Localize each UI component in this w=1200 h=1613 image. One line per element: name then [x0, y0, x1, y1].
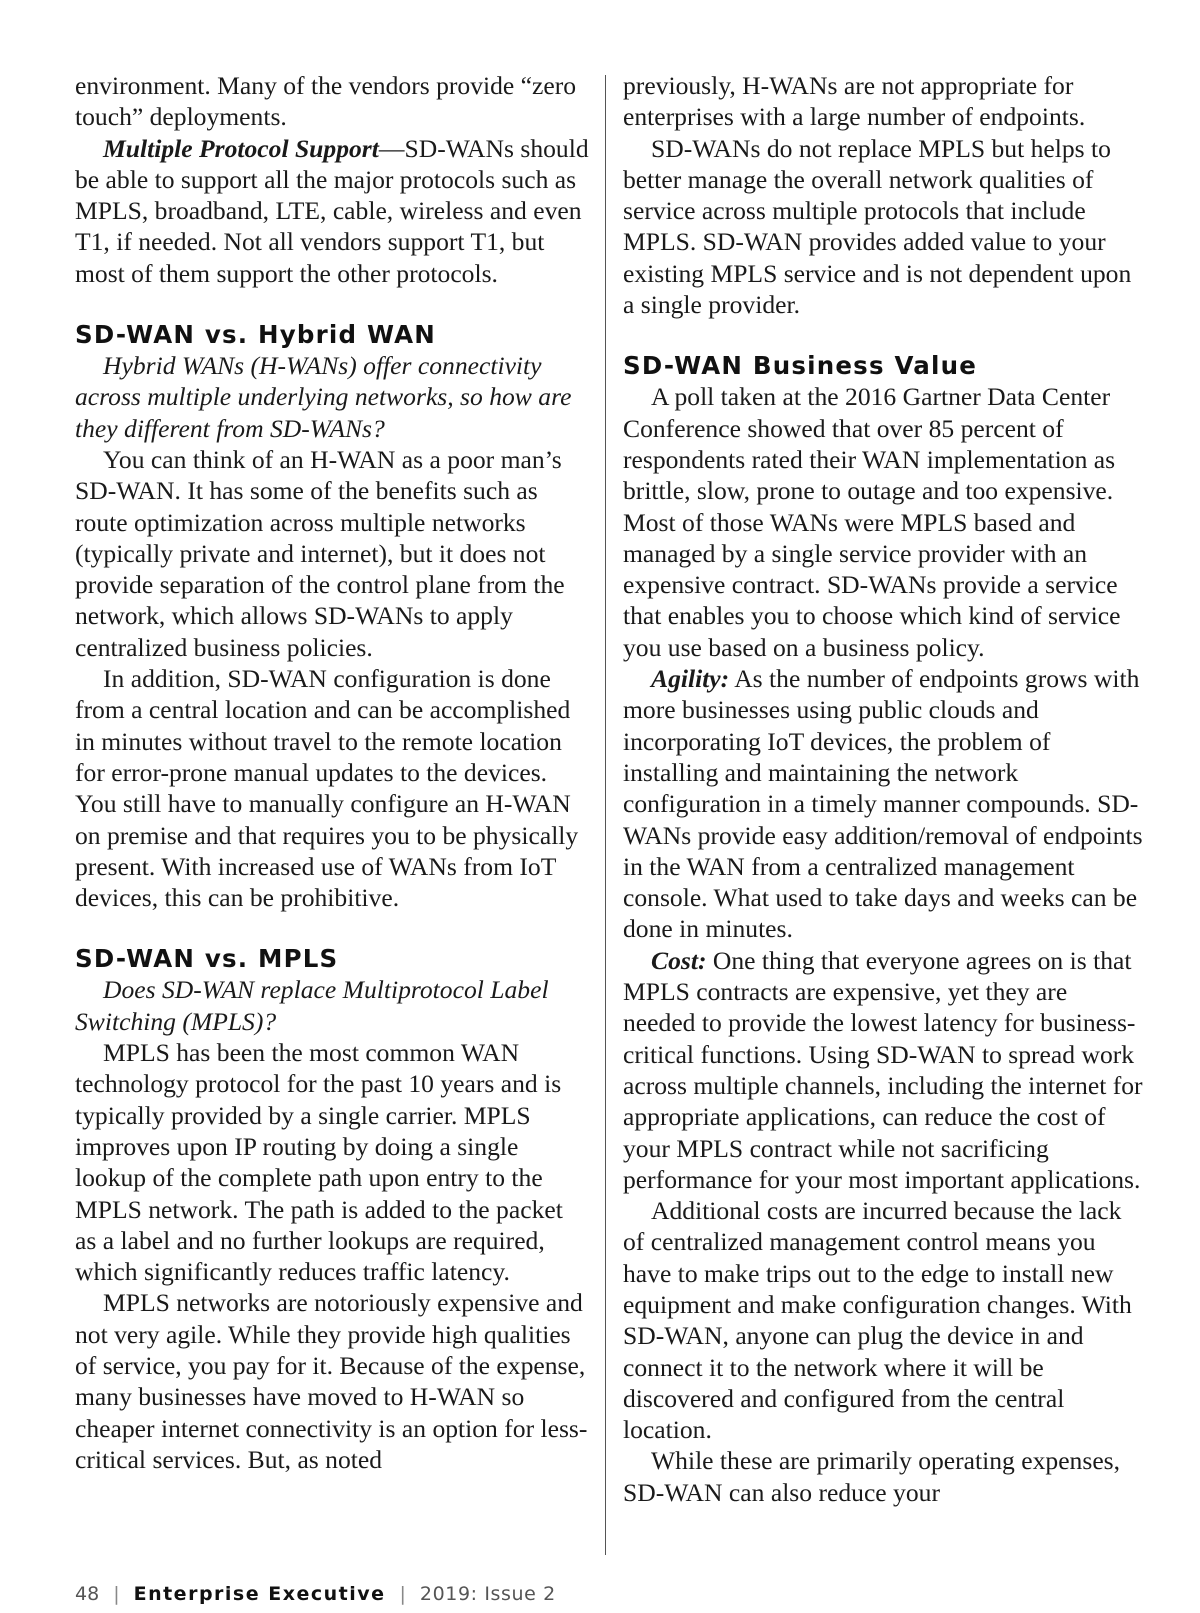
column-divider: [605, 75, 606, 1555]
additional-costs-paragraph: Additional costs are incurred because the lack of centralized management control means you have to make trips out to the edge to install new equipment and make configuration changes. With SD-WAN, anyone can plug the device in and connect it to the network where it will be discovered and configured from the central location.: [623, 1196, 1132, 1445]
agility-lead: Agility:: [651, 664, 730, 694]
mpls-paragraph-1: MPLS has been the most common WAN technology protocol for the past 10 years and is typically provided by a single carrier. MPLS improves upon IP routing by doing a single lookup of the complete path upon entry to the MPLS network. The path is added to the packet as a label and no further lookups are required, which significantly reduces traffic latency.: [75, 1038, 563, 1287]
multiple-protocol-paragraph: [75, 133, 590, 289]
hybrid-wan-paragraph-2: In addition, SD-WAN configuration is done from a central location and can be accomplished in minutes without travel to the remote location for error-prone manual updates to the devices. You still have to manually configure an H-WAN on premise and that requires you to be physically present. With increased use of WANs from IoT devices, this can be prohibitive.: [75, 664, 579, 913]
agility-text: As the number of endpoints grows with more businesses using public clouds and incorporating IoT devices, the problem of installing and maintaining the network configuration in a timely manner compounds. SD-WANs provide easy addition/removal of endpoints in the WAN from a centralized management console. What used to take days and weeks can be done in minutes.: [623, 664, 1143, 944]
intro-paragraph: environment. Many of the vendors provide “zero touch” deployments.: [75, 71, 577, 132]
cost-lead: Cost:: [651, 945, 707, 975]
hybrid-wan-heading: SD-WAN vs. Hybrid WAN: [75, 320, 436, 350]
business-value-heading: SD-WAN Business Value: [623, 351, 978, 381]
replace-mpls-paragraph: SD-WANs do not replace MPLS but helps to better manage the overall network qualities of service across multiple protocols that include MPLS. SD-WAN provides added value to your existing MPLS service and is not dependent upon a single provider.: [623, 133, 1132, 320]
right-column: [623, 70, 1143, 1508]
cost-text: One thing that everyone agrees on is that MPLS contracts are expensive, yet they are needed to provide the lowest latency for business-critical functions. Using SD-WAN to spread work across multiple channels, including the internet for appropriate applications, can reduce the cost of your MPLS contract while not sacrificing performance for your most important applications.: [623, 945, 1143, 1194]
hybrid-wan-subheading: Hybrid WANs (H-WANs) offer connectivity across multiple underlying networks, so how are they different from SD-WANs?: [75, 351, 572, 443]
hybrid-wan-paragraph-1: You can think of an H-WAN as a poor man’s SD-WAN. It has some of the benefits such as route optimization across multiple networks (typically private and internet), but it does not provide separation of the control plane from the network, which allows SD-WANs to apply centralized business policies.: [75, 444, 565, 662]
business-value-paragraph: A poll taken at the 2016 Gartner Data Center Conference showed that over 85 percent of respondents rated their WAN implementation as brittle, slow, prone to outage and too expensive. Most of those WANs were MPLS based and managed by a single service provider with an expensive contract. SD-WANs provide a service that enables you to choose which kind of service you use based on a business policy.: [623, 382, 1121, 662]
page-footer: [75, 1583, 556, 1605]
multiple-protocol-text: —SD-WANs should be able to support all the major protocols such as MPLS, broadband, LTE, cable, wireless and even T1, if needed. Not all vendors support T1, but most of them support the other protocols.: [75, 133, 589, 288]
left-column: [75, 70, 590, 1475]
footer-separator: |: [399, 1583, 406, 1605]
footer-separator: |: [113, 1583, 120, 1605]
mpls-subheading: Does SD-WAN replace Multiprotocol Label Switching (MPLS)?: [75, 975, 549, 1036]
page-number: 48: [75, 1583, 100, 1605]
multiple-protocol-lead: Multiple Protocol Support: [103, 133, 379, 163]
cost-paragraph: [623, 945, 1143, 1195]
mpls-paragraph-2: MPLS networks are notoriously expensive and not very agile. While they provide high qualities of service, you pay for it. Because of the expense, many businesses have moved to H-WAN so cheaper internet connectivity is an option for less-critical services. But, as noted: [75, 1288, 588, 1474]
issue-label: 2019: Issue 2: [419, 1583, 556, 1605]
agility-paragraph: [623, 663, 1143, 945]
continued-paragraph: previously, H-WANs are not appropriate for enterprises with a large number of endpoints.: [623, 71, 1086, 132]
magazine-title: Enterprise Executive: [133, 1583, 386, 1605]
operating-expenses-paragraph: While these are primarily operating expenses, SD-WAN can also reduce your: [623, 1446, 1121, 1507]
mpls-heading: SD-WAN vs. MPLS: [75, 944, 339, 974]
